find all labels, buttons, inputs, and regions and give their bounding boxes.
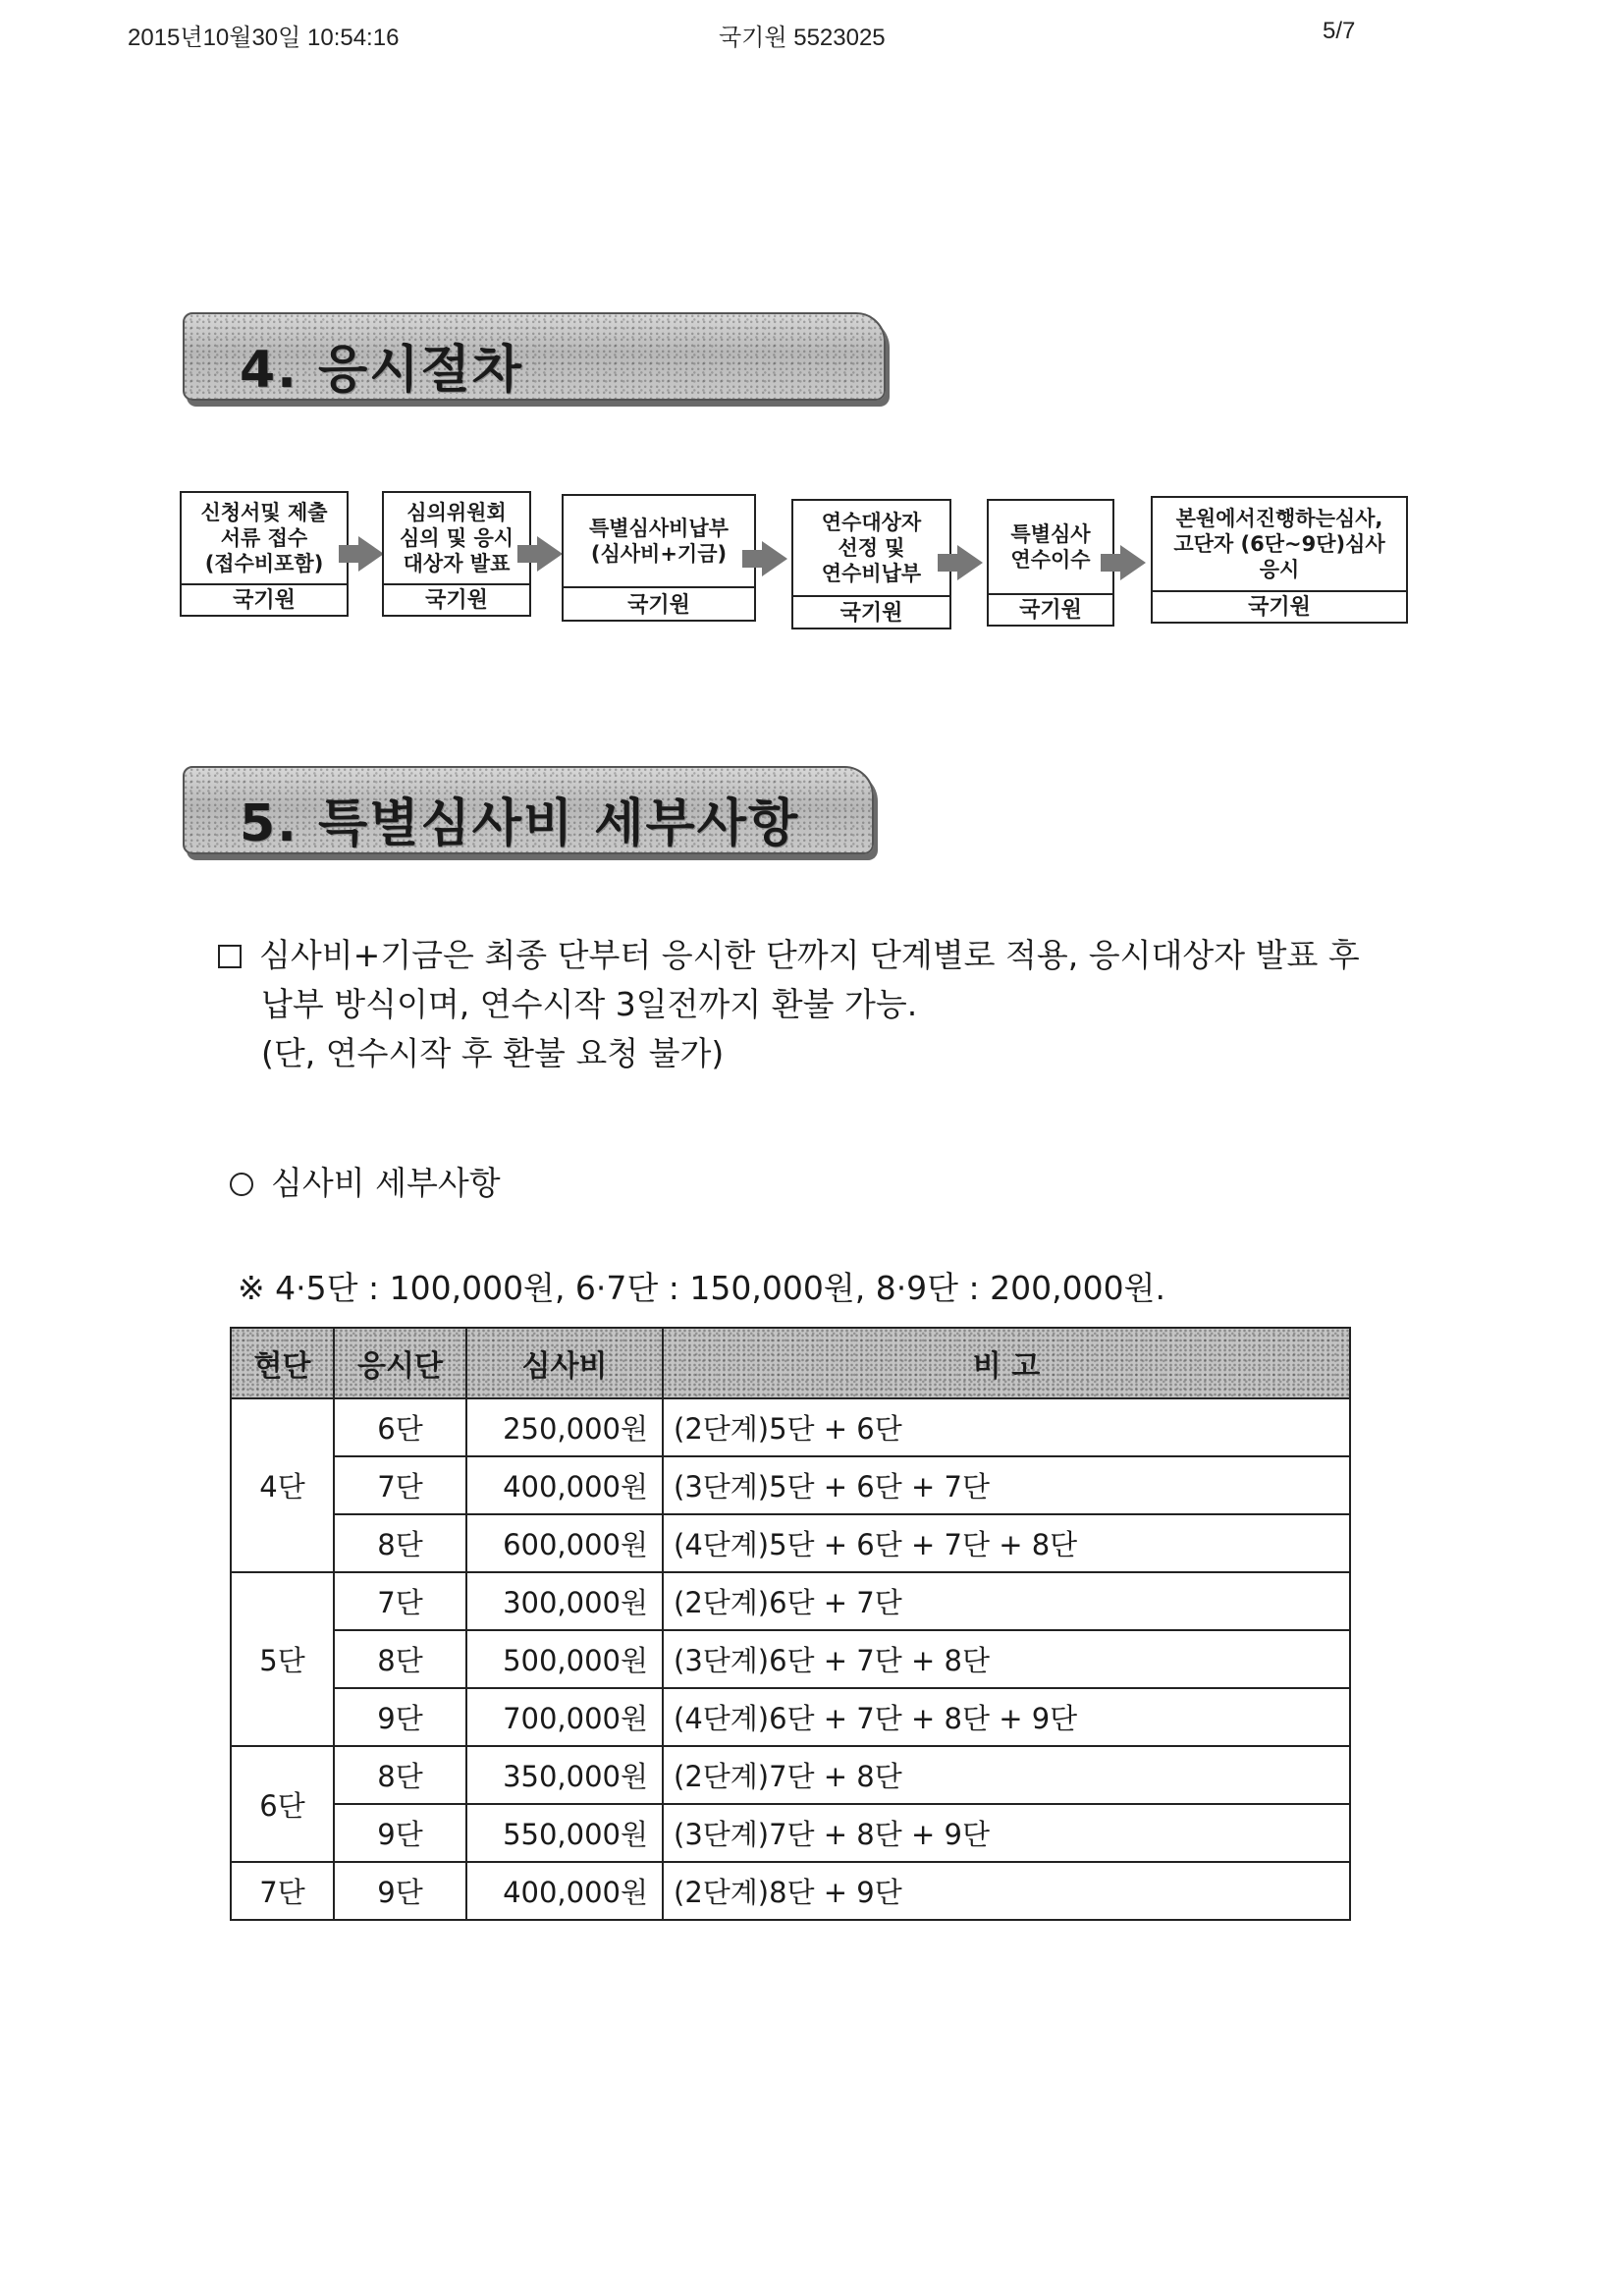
flow-step-5-org: 국기원: [1019, 597, 1082, 623]
target-dan-cell: 9단: [334, 1862, 466, 1920]
flow-arrow-icon: [537, 536, 563, 572]
flow-step-5-line-1: 특별심사: [1010, 522, 1091, 546]
header-current-dan: 현단: [231, 1328, 334, 1398]
note-cell: (3단계)6단 + 7단 + 8단: [663, 1630, 1350, 1688]
flow-step-6-line-2: 고단자 (6단~9단)심사: [1173, 532, 1385, 556]
note-cell: (2단계)5단 + 6단: [663, 1398, 1350, 1456]
flow-step-2-line-1: 심의위원회: [406, 501, 507, 524]
notice-line-3: (단, 연수시작 후 환불 요청 불가): [261, 1034, 725, 1072]
target-dan-cell: 9단: [334, 1804, 466, 1862]
flow-arrow-icon: [957, 545, 983, 580]
flow-step-2-org: 국기원: [425, 587, 488, 613]
flow-step-4-line-3: 연수비납부: [821, 562, 922, 585]
flow-step-2-line-2: 심의 및 응시: [399, 526, 514, 550]
target-dan-cell: 8단: [334, 1746, 466, 1804]
flow-step-6: [1151, 496, 1408, 624]
current-dan-cell: 4단: [231, 1398, 334, 1572]
note-cell: (2단계)8단 + 9단: [663, 1862, 1350, 1920]
target-dan-cell: 8단: [334, 1514, 466, 1572]
fee-cell: 400,000원: [466, 1456, 663, 1514]
target-dan-cell: 7단: [334, 1456, 466, 1514]
fee-cell: 400,000원: [466, 1862, 663, 1920]
rate-note: ※ 4·5단 : 100,000원, 6·7단 : 150,000원, 8·9단 : 200,000원.: [238, 1269, 1165, 1307]
section4-title: 4. 응시절차: [240, 341, 523, 400]
table-row: [231, 1804, 1350, 1862]
table-row: [231, 1630, 1350, 1688]
flow-step-2: [382, 491, 531, 617]
flow-step-1-line-1: 신청서및 제출: [200, 501, 328, 524]
current-dan-cell: 6단: [231, 1746, 334, 1862]
square-bullet-icon: [218, 945, 242, 968]
table-row: [231, 1746, 1350, 1804]
table-row: [231, 1688, 1350, 1746]
flow-arrow-icon: [1120, 545, 1146, 580]
section5-title: 5. 특별심사비 세부사항: [240, 794, 800, 853]
flow-step-3: [562, 494, 756, 622]
table-row: [231, 1862, 1350, 1920]
fax-page-number: 5/7: [1323, 18, 1356, 44]
refund-notice: [218, 931, 1416, 1078]
flow-step-1-line-2: 서류 접수: [220, 526, 308, 550]
note-cell: (4단계)5단 + 6단 + 7단 + 8단: [663, 1514, 1350, 1572]
fee-sub-heading: [230, 1159, 501, 1208]
flow-step-4-org: 국기원: [839, 600, 903, 626]
table-row: [231, 1398, 1350, 1456]
flow-step-4-line-2: 선정 및: [838, 536, 905, 560]
flow-step-6-line-3: 응시: [1259, 558, 1300, 581]
note-cell: (2단계)7단 + 8단: [663, 1746, 1350, 1804]
notice-line-1: 심사비+기금은 최종 단부터 응시한 단까지 단계별로 적용, 응시대상자 발표 후: [259, 936, 1360, 974]
flow-step-5-line-2: 연수이수: [1010, 548, 1091, 572]
fee-cell: 300,000원: [466, 1572, 663, 1630]
fee-cell: 350,000원: [466, 1746, 663, 1804]
circle-bullet-icon: [230, 1173, 253, 1196]
flow-step-1-org: 국기원: [233, 587, 296, 613]
target-dan-cell: 9단: [334, 1688, 466, 1746]
fax-header: [0, 18, 1623, 53]
table-header-row: [231, 1328, 1350, 1398]
flow-arrow-icon: [358, 536, 384, 572]
note-cell: (3단계)5단 + 6단 + 7단: [663, 1456, 1350, 1514]
fee-cell: 600,000원: [466, 1514, 663, 1572]
flow-step-3-line-1: 특별심사비납부: [588, 517, 729, 540]
fee-cell: 700,000원: [466, 1688, 663, 1746]
target-dan-cell: 6단: [334, 1398, 466, 1456]
section4-banner: [183, 312, 886, 401]
flow-step-5: [987, 499, 1114, 627]
flow-step-3-org: 국기원: [627, 592, 690, 618]
flow-step-3-line-2: (심사비+기금): [590, 542, 728, 566]
sub-heading-text: 심사비 세부사항: [271, 1164, 501, 1202]
target-dan-cell: 8단: [334, 1630, 466, 1688]
flow-step-4-line-1: 연수대상자: [821, 511, 922, 534]
note-cell: (4단계)6단 + 7단 + 8단 + 9단: [663, 1688, 1350, 1746]
current-dan-cell: 5단: [231, 1572, 334, 1746]
table-row: [231, 1514, 1350, 1572]
fee-cell: 500,000원: [466, 1630, 663, 1688]
flow-step-2-line-3: 대상자 발표: [403, 552, 511, 575]
fee-cell: 250,000원: [466, 1398, 663, 1456]
table-row: [231, 1456, 1350, 1514]
target-dan-cell: 7단: [334, 1572, 466, 1630]
current-dan-cell: 7단: [231, 1862, 334, 1920]
table-row: [231, 1572, 1350, 1630]
flow-step-6-line-1: 본원에서진행하는심사,: [1175, 507, 1383, 530]
flow-step-1-line-3: (접수비포함): [204, 552, 324, 575]
flow-step-6-org: 국기원: [1248, 594, 1311, 620]
fax-sender: 국기원 5523025: [719, 25, 886, 51]
flow-step-1: [180, 491, 349, 617]
fax-datetime: 2015년10월30일 10:54:16: [128, 25, 400, 51]
header-target-dan: 응시단: [334, 1328, 466, 1398]
notice-line-2: 납부 방식이며, 연수시작 3일전까지 환불 가능.: [261, 985, 918, 1023]
fee-table: [230, 1327, 1351, 1921]
flow-arrow-icon: [762, 541, 787, 576]
section5-banner: [183, 766, 874, 854]
flow-step-4: [791, 499, 951, 629]
fee-cell: 550,000원: [466, 1804, 663, 1862]
header-note: 비 고: [663, 1328, 1350, 1398]
note-cell: (2단계)6단 + 7단: [663, 1572, 1350, 1630]
note-cell: (3단계)7단 + 8단 + 9단: [663, 1804, 1350, 1862]
header-fee: 심사비: [466, 1328, 663, 1398]
